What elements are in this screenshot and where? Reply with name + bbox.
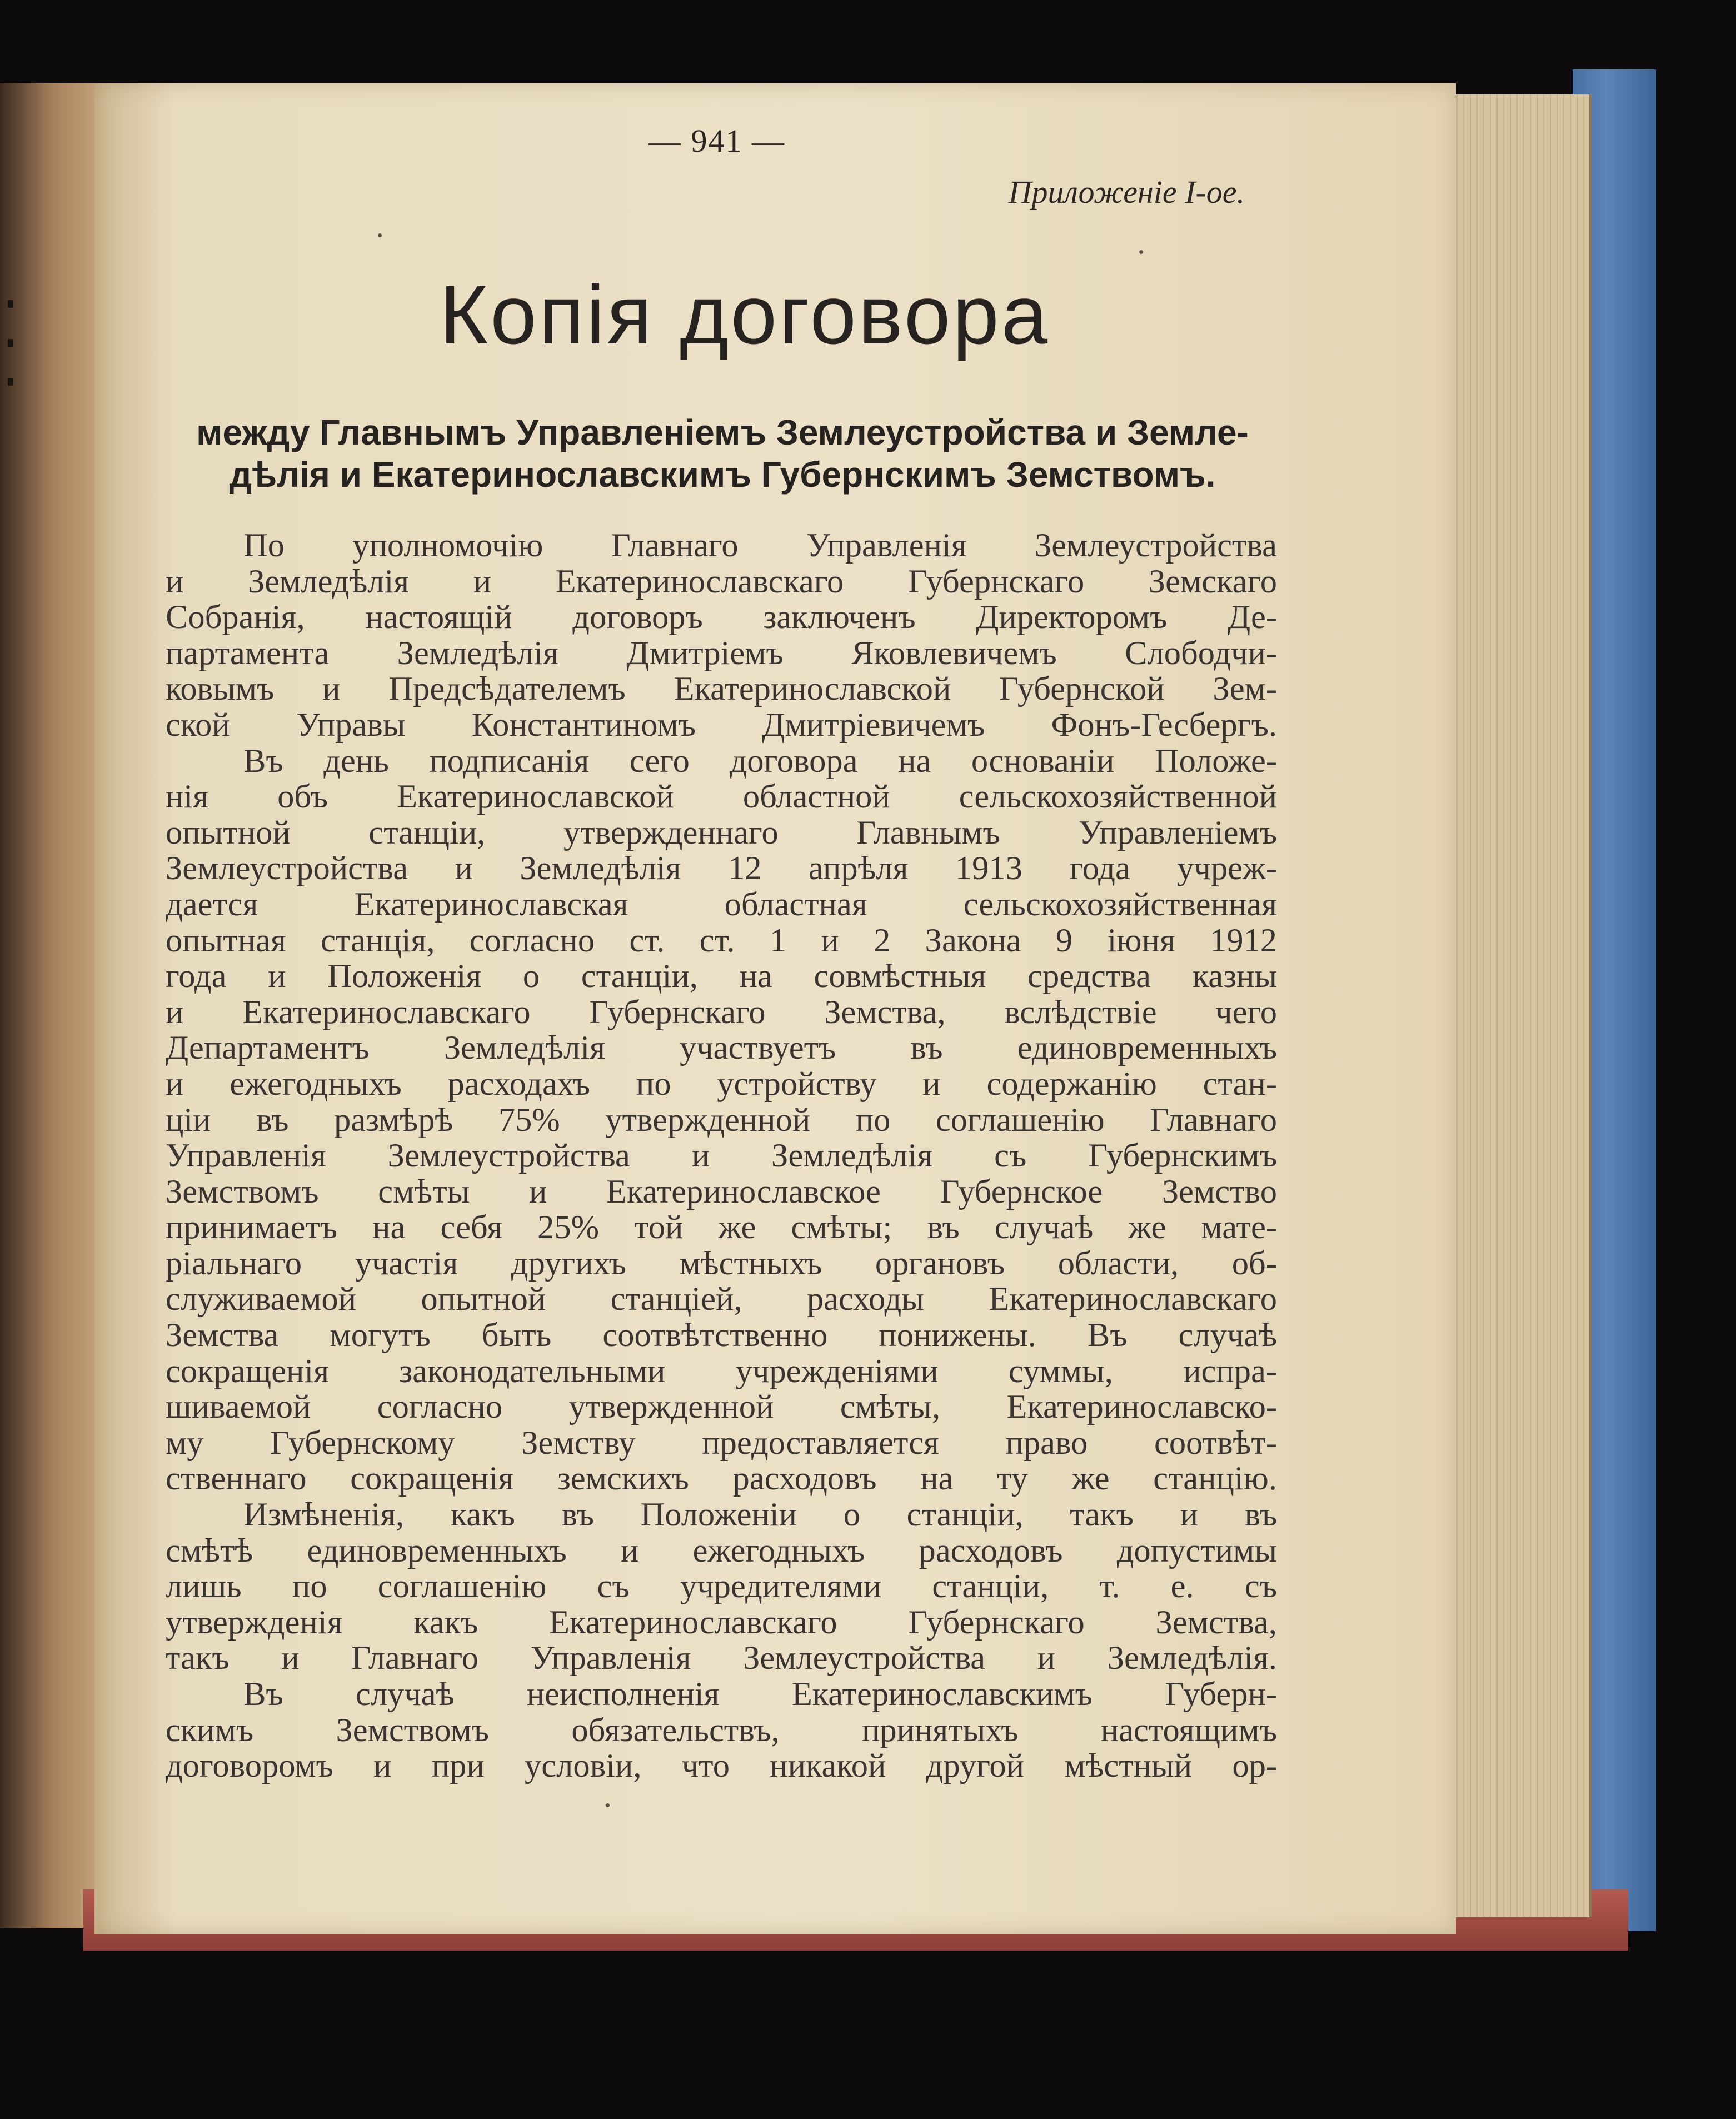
page-number: — 941 —	[648, 123, 785, 159]
text-line: Управленiя Землеустройства и Земледѣлiя съ Губернскимъ	[166, 1138, 1277, 1174]
text-line: служиваемой опытной станцiей, расходы Екатеринославскаго	[166, 1282, 1277, 1318]
text-line: и Екатеринославскаго Губернскаго Земства, вслѣдствiе чего	[166, 994, 1277, 1031]
binding-holes	[8, 300, 13, 411]
text-line: шиваемой согласно утвержденной смѣты, Екатеринославско-	[166, 1389, 1277, 1425]
text-line: смѣтѣ единовременныхъ и ежегодныхъ расходовъ допустимы	[166, 1533, 1277, 1569]
text-line: нiя объ Екатеринославской областной сельскохозяйственной	[166, 779, 1277, 815]
facing-page-edge	[0, 83, 106, 1928]
text-line: и Земледѣлiя и Екатеринославскаго Губернскаго Земскаго	[166, 564, 1277, 600]
text-line: скимъ Земствомъ обязательствъ, принятыхъ настоящимъ	[166, 1712, 1277, 1749]
text-line: Департаментъ Земледѣлiя участвуетъ въ единовременныхъ	[166, 1030, 1277, 1066]
text-line: Землеустройства и Земледѣлiя 12 апрѣля 1913 года учреж-	[166, 851, 1277, 887]
text-line: опытной станцiи, утвержденнаго Главнымъ Управленiемъ	[166, 815, 1277, 851]
text-line: Собранiя, настоящiй договоръ заключенъ Директоромъ Де-	[166, 600, 1277, 636]
paper-speck	[606, 1803, 610, 1807]
document-title: Копiя договора	[439, 268, 1050, 361]
paper-speck	[1139, 250, 1143, 254]
document-subtitle	[167, 411, 1278, 496]
body-text	[166, 528, 1277, 1784]
text-line: рiальнаго участiя другихъ мѣстныхъ органовъ области, об-	[166, 1245, 1277, 1282]
text-line: принимаетъ на себя 25% той же смѣты; въ случаѣ же мате-	[166, 1210, 1277, 1246]
text-line: ственнаго сокращенiя земскихъ расходовъ на ту же станцiю.	[166, 1461, 1277, 1498]
text-line: ковымъ и Предсѣдателемъ Екатеринославской Губернской Зем-	[166, 671, 1277, 707]
text-line: ской Управы Константиномъ Дмитрiевичемъ Фонъ-Гесбергъ.	[166, 707, 1277, 744]
subtitle-line: между Главнымъ Управленiемъ Землеустройства и Земле-	[196, 412, 1249, 452]
text-line: Въ день подписанiя сего договора на основанiи Положе-	[243, 743, 1277, 780]
appendix-label: Приложенiе I-ое.	[1008, 174, 1245, 210]
text-line: договоромъ и при условiи, что никакой другой мѣстный ор-	[166, 1748, 1277, 1784]
text-line: сокращенiя законодательными учрежденiями суммы, испра-	[166, 1353, 1277, 1390]
text-line: цiи въ размѣрѣ 75% утвержденной по соглашенiю Главнаго	[166, 1102, 1277, 1139]
text-line: Въ случаѣ неисполненiя Екатеринославскимъ Губерн-	[243, 1677, 1277, 1713]
text-line: дается Екатеринославская областная сельскохозяйственная	[166, 886, 1277, 923]
text-line: такъ и Главнаго Управленiя Землеустройства и Земледѣлiя.	[166, 1641, 1277, 1677]
page-stack-edges	[1445, 94, 1592, 1917]
text-line: и ежегодныхъ расходахъ по устройству и содержанiю стан-	[166, 1066, 1277, 1103]
text-line: опытная станцiя, согласно ст. ст. 1 и 2 Закона 9 iюня 1912	[166, 923, 1277, 959]
text-line: Земствомъ смѣты и Екатеринославское Губернское Земство	[166, 1174, 1277, 1210]
text-line: По уполномочiю Главнаго Управленiя Землеустройства	[243, 528, 1277, 564]
text-line: Измѣненiя, какъ въ Положенiи о станцiи, такъ и въ	[243, 1497, 1277, 1533]
paper-speck	[378, 233, 382, 237]
text-line: партамента Земледѣлiя Дмитрiемъ Яковлевичемъ Слободчи-	[166, 635, 1277, 672]
text-line: лишь по соглашенiю съ учредителями станцiи, т. е. съ	[166, 1569, 1277, 1605]
subtitle-line: дѣлiя и Екатеринославскимъ Губернскимъ Земствомъ.	[229, 455, 1216, 495]
text-line: года и Положенiя о станцiи, на совмѣстныя средства казны	[166, 959, 1277, 995]
text-line: му Губернскому Земству предоставляется право соотвѣт-	[166, 1425, 1277, 1462]
text-line: утвержденiя какъ Екатеринославскаго Губернскаго Земства,	[166, 1604, 1277, 1641]
text-line: Земства могутъ быть соотвѣтственно понижены. Въ случаѣ	[166, 1318, 1277, 1354]
